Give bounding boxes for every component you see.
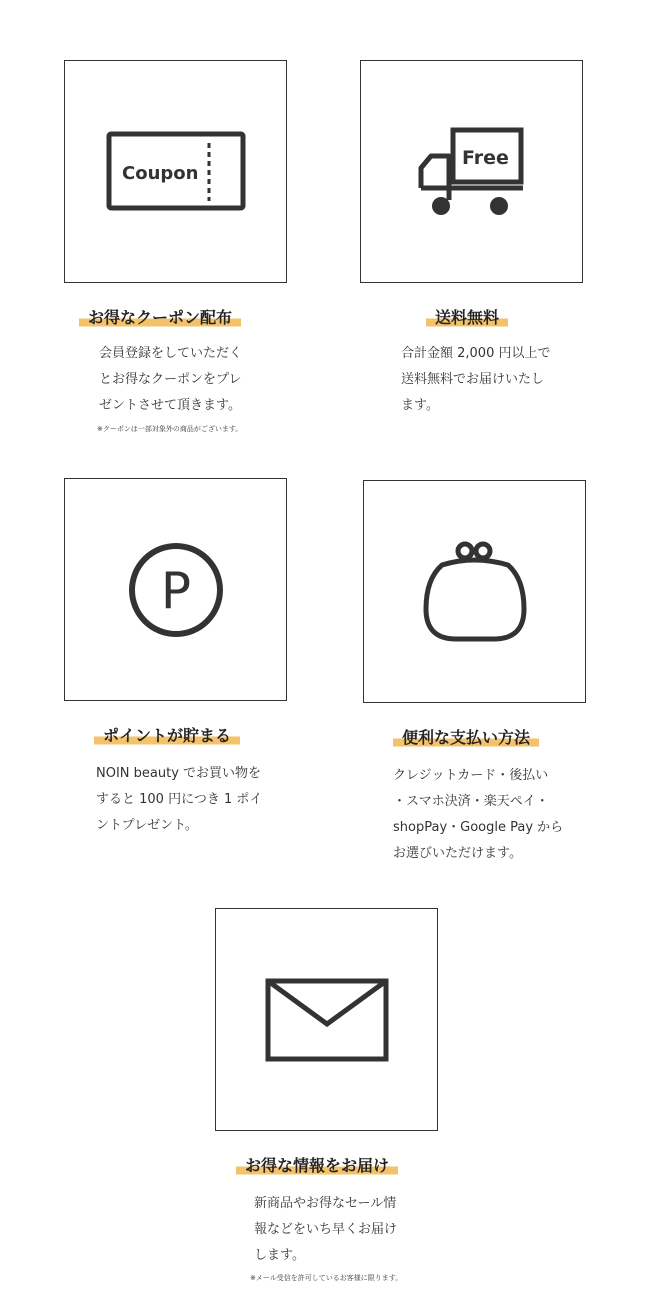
feature-description (96, 761, 262, 839)
feature-description-line: 送料無料でお届けいたし (401, 372, 545, 387)
coupon-icon-box (64, 60, 287, 283)
feature-description (401, 341, 550, 419)
feature-description-line: ・スマホ決済・楽天ペイ・ (393, 794, 549, 809)
feature-description-line: 合計金額 2,000 円以上で (401, 346, 551, 361)
feature-description (254, 1191, 397, 1269)
feature-note: ※メール受信を許可しているお客様に限ります。 (250, 1274, 403, 1282)
feature-description-line: ゼントさせて頂きます。 (99, 398, 241, 413)
feature-description-line: すると 100 円につき 1 ポイ (96, 792, 263, 807)
feature-title: お得な情報をお届け (236, 1156, 398, 1176)
feature-description-line: NOIN beauty でお買い物を (96, 766, 262, 781)
free-shipping-icon-box (360, 60, 583, 283)
feature-description-line: 会員登録をしていただく (99, 346, 243, 361)
coupon-icon-text: Coupon (121, 162, 198, 184)
feature-note: ※クーポンは一部対象外の商品がございます。 (97, 425, 243, 433)
feature-title: 送料無料 (426, 308, 508, 328)
truck-icon-text: Free (461, 146, 509, 169)
feature-title: 便利な支払い方法 (393, 728, 539, 748)
feature-description (393, 763, 563, 867)
coin-purse-icon-box (363, 480, 586, 703)
feature-title: ポイントが貯まる (94, 726, 240, 746)
free-shipping-truck-icon (417, 126, 527, 218)
feature-description-line: 新商品やお得なセール情 (254, 1196, 397, 1211)
point-icon-box (64, 478, 287, 701)
feature-description-line: とお得なクーポンをプレ (99, 372, 242, 387)
feature-description-line: お選びいただけます。 (393, 846, 522, 861)
mail-icon-box (215, 908, 438, 1131)
feature-description-line: 報などをいち早くお届け (254, 1222, 398, 1237)
feature-description-line: ントプレゼント。 (96, 818, 198, 833)
mail-envelope-icon (265, 978, 389, 1062)
feature-description-line: します。 (254, 1248, 305, 1263)
coin-purse-icon (422, 539, 528, 645)
point-icon (126, 540, 226, 640)
feature-title: お得なクーポン配布 (79, 308, 241, 328)
feature-description-line: クレジットカード・後払い (393, 768, 549, 783)
point-icon-letter: P (160, 561, 191, 620)
feature-description-line: shopPay・Google Pay から (393, 820, 564, 835)
coupon-icon (106, 131, 246, 213)
feature-description (99, 341, 242, 419)
feature-description-line: ます。 (401, 398, 439, 413)
